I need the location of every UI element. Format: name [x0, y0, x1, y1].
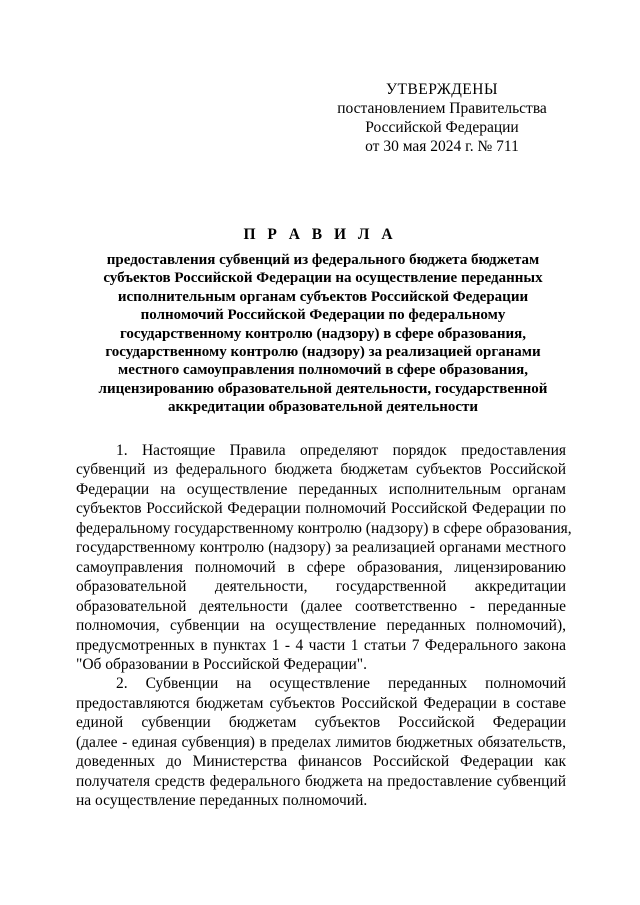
- subtitle-line: полномочий Российской Федерации по федеральному: [140, 307, 506, 324]
- paragraph-1: [76, 441, 572, 674]
- paragraph-line: Федерации на осуществление переданных исполнительным органам: [76, 480, 566, 498]
- document-body: [76, 441, 572, 811]
- paragraph-line: образовательной деятельности, государственной аккредитации: [76, 578, 566, 596]
- paragraph-line: 1. Настоящие Правила определяют порядок предоставления: [116, 442, 566, 459]
- paragraph-line: субвенций из федерального бюджета бюджетам субъектов Российской: [76, 461, 566, 479]
- subtitle-line: аккредитации образовательной деятельности: [167, 399, 479, 416]
- approval-line: Российской Федерации: [365, 119, 519, 136]
- subtitle-line: исполнительным органам субъектов Российской Федерации: [117, 288, 529, 305]
- subtitle-line: предоставления субвенций из федерального бюджета бюджетам: [106, 252, 540, 268]
- paragraph-line: федеральному государственному контролю (надзору) в сфере образования,: [76, 519, 572, 537]
- document-title: П Р А В И Л А: [243, 226, 397, 243]
- paragraph-line: (далее - единая субвенция) в пределах лимитов бюджетных обязательств,: [76, 733, 566, 751]
- subtitle-line: субъектов Российской Федерации на осуществление переданных: [103, 270, 543, 287]
- paragraph-line: самоуправления полномочий в сфере образования, лицензированию: [76, 558, 566, 576]
- paragraph-line: доведенных до Министерства финансов Российской Федерации как: [76, 753, 566, 771]
- paragraph-line: государственному контролю (надзору) за реализацией органами местного: [76, 539, 566, 557]
- paragraph-2: [76, 674, 566, 810]
- subtitle-line: государственному контролю (надзору) в сфере образования,: [119, 325, 527, 342]
- paragraph-line: субъектов Российской Федерации полномочий Российской Федерации по: [76, 500, 566, 518]
- paragraph-line: получателя средств федерального бюджета на предоставление субвенций: [76, 772, 566, 790]
- subtitle-line: государственному контролю (надзору) за реализацией органами: [105, 344, 541, 361]
- paragraph-line: 2. Субвенции на осуществление переданных полномочий: [116, 675, 566, 693]
- approval-line: постановлением Правительства: [337, 100, 547, 117]
- paragraph-line: единой субвенции бюджетам субъектов Российской Федерации: [76, 714, 566, 732]
- approval-line: от 30 мая 2024 г. № 711: [365, 138, 519, 155]
- paragraph-line: полномочия, субвенции на осуществление переданных полномочий),: [76, 617, 566, 635]
- paragraph-line: предусмотренных в пунктах 1 - 4 части 1 статьи 7 Федерального закона: [76, 636, 566, 654]
- paragraph-line: предоставляются бюджетам субъектов Российской Федерации в составе: [76, 694, 566, 712]
- subtitle-line: лицензированию образовательной деятельности, государственной: [98, 380, 548, 397]
- approval-heading: УТВЕРЖДЕНЫ: [386, 81, 498, 98]
- approval-stamp: [322, 80, 562, 156]
- paragraph-line: образовательной деятельности (далее соответственно - переданные: [76, 597, 566, 615]
- document-subtitle: [86, 251, 560, 417]
- paragraph-line: "Об образовании в Российской Федерации".: [76, 655, 367, 673]
- paragraph-line: на осуществление переданных полномочий.: [76, 792, 368, 810]
- subtitle-line: местного самоуправления полномочий в сфере образования,: [118, 362, 528, 379]
